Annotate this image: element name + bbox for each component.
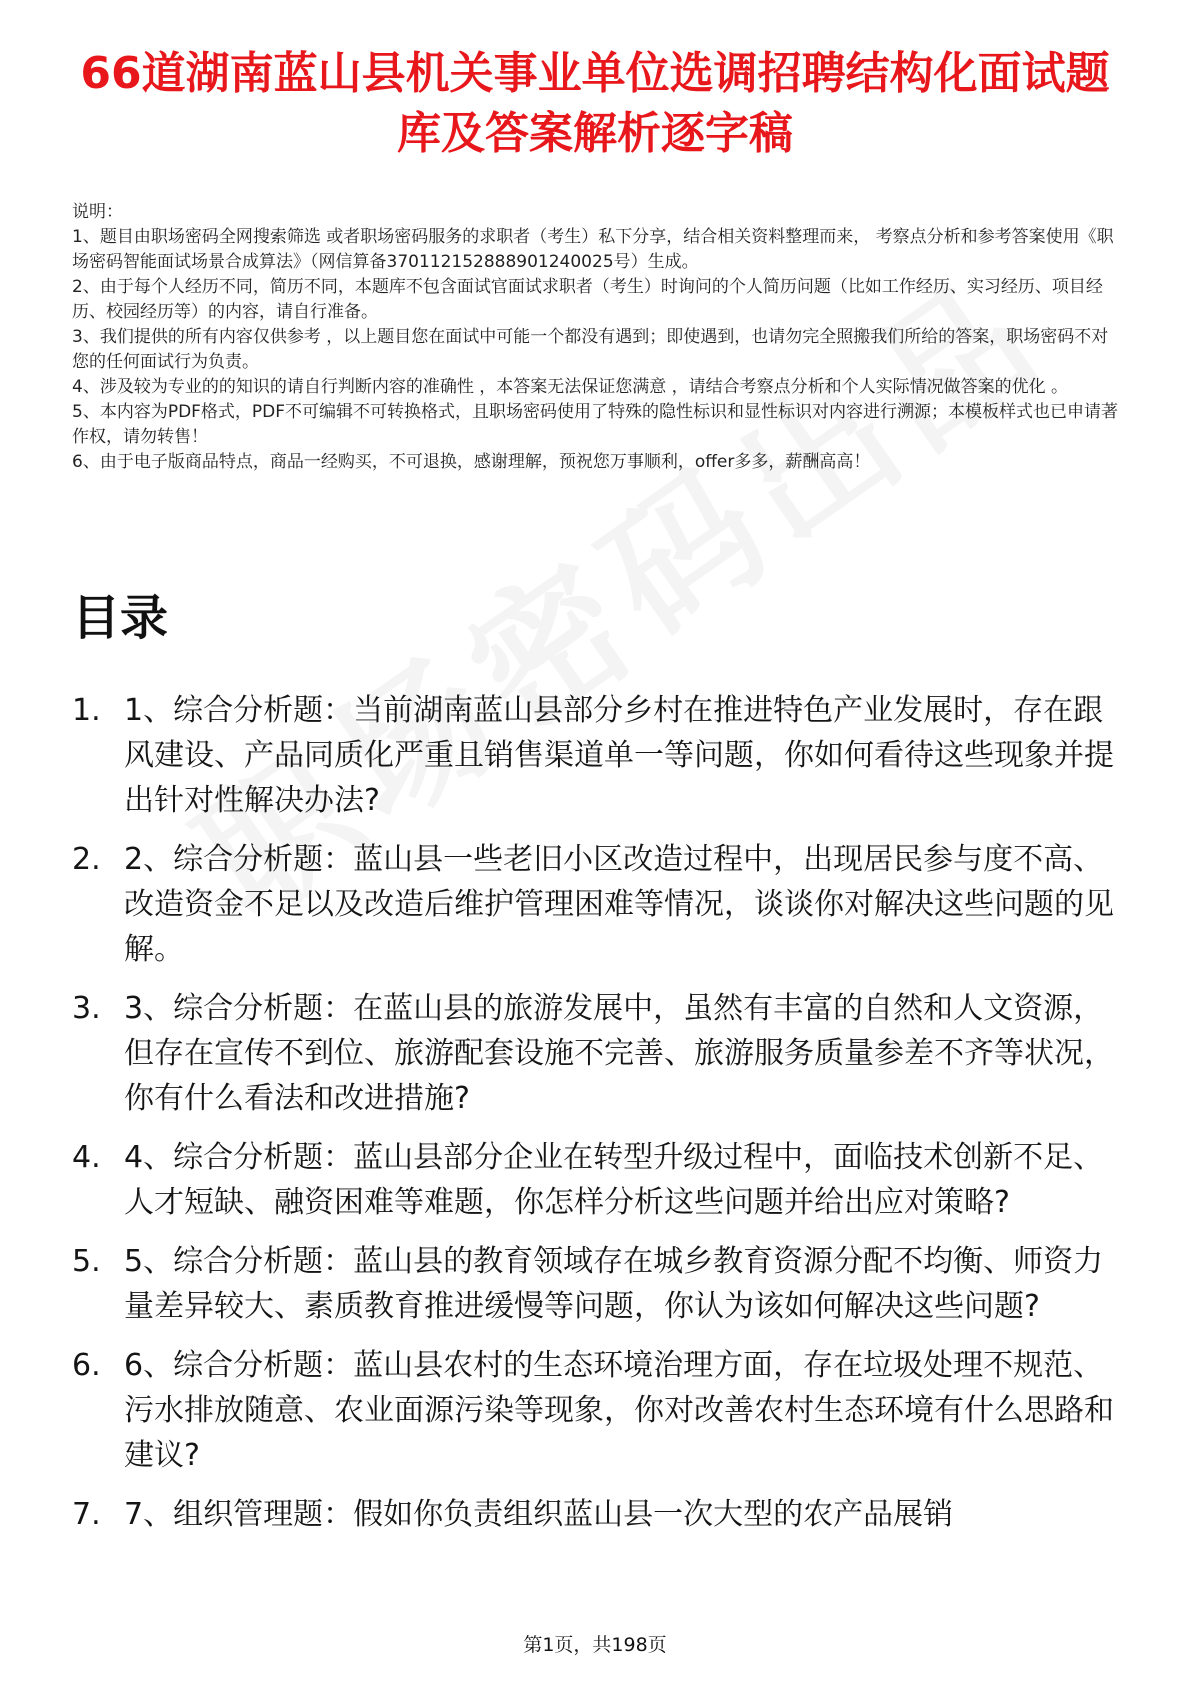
toc-item-number: 2. [72,842,101,877]
toc-item[interactable] [72,837,1132,972]
toc-item-text[interactable]: 3、综合分析题：在蓝山县的旅游发展中，虽然有丰富的自然和人文资源，但存在宣传不到位、旅游配套设施不完善、旅游服务质量参差不齐等状况，你有什么看法和改进措施? [124,991,1114,1116]
toc-item-number: 1. [72,693,101,728]
toc-item-text[interactable]: 1、综合分析题：当前湖南蓝山县部分乡村在推进特色产业发展时，存在跟风建设、产品同质化严重且销售渠道单一等问题，你如何看待这些现象并提出针对性解决办法? [124,693,1114,818]
toc-item[interactable] [72,1239,1132,1329]
toc-item-text[interactable]: 7、组织管理题：假如你负责组织蓝山县一次大型的农产品展销 [124,1497,954,1532]
page-number-footer: 第1页，共198页 [523,1634,667,1656]
toc-item-number: 7. [72,1497,101,1532]
toc-item[interactable] [72,1135,1132,1225]
notes-section [72,200,1122,475]
toc-item[interactable] [72,1492,1132,1537]
toc-item-text[interactable]: 5、综合分析题：蓝山县的教育领域存在城乡教育资源分配不均衡、师资力量差异较大、素质教育推进缓慢等问题，你认为该如何解决这些问题? [124,1244,1104,1324]
document-title: 66道湖南蓝山县机关事业单位选调招聘结构化面试题库及答案解析逐字稿 [80,48,1110,159]
notes-label: 说明： [72,202,123,222]
toc-item-text[interactable]: 4、综合分析题：蓝山县部分企业在转型升级过程中，面临技术创新不足、人才短缺、融资困难等难题，你怎样分析这些问题并给出应对策略? [124,1140,1104,1220]
note-item: 1、题目由职场密码全网搜索筛选 或者职场密码服务的求职者（考生）私下分享，结合相关资料整理而来， 考察点分析和参考答案使用《职场密码智能面试场景合成算法》（网信算备370112152888901240025号）生成。 [72,227,1114,272]
table-of-contents [72,688,1132,1551]
toc-item-number: 6. [72,1348,101,1383]
note-item: 4、涉及较为专业的的知识的请自行判断内容的准确性 ，本答案无法保证您满意 ，请结合考察点分析和个人实际情况做答案的优化 。 [72,377,1069,397]
toc-item-text[interactable]: 2、综合分析题：蓝山县一些老旧小区改造过程中，出现居民参与度不高、改造资金不足以及改造后维护管理困难等情况，谈谈你对解决这些问题的见解。 [124,842,1114,967]
note-item: 3、我们提供的所有内容仅供参考 ，以上题目您在面试中可能一个都没有遇到；即使遇到，也请勿完全照搬我们所给的答案，职场密码不对您的任何面试行为负责。 [72,327,1109,372]
toc-heading: 目录 [72,590,169,646]
toc-item-number: 4. [72,1140,101,1175]
note-item: 6、由于电子版商品特点，商品一经购买，不可退换，感谢理解，预祝您万事顺利，offer多多，薪酬高高！ [72,452,871,472]
toc-item-text[interactable]: 6、综合分析题：蓝山县农村的生态环境治理方面，存在垃圾处理不规范、污水排放随意、农业面源污染等现象，你对改善农村生态环境有什么思路和建议? [124,1348,1114,1473]
toc-item[interactable] [72,1343,1132,1478]
note-item: 2、由于每个人经历不同，简历不同，本题库不包含面试官面试求职者（考生）时询问的个人简历问题（比如工作经历、实习经历、项目经历、校园经历等）的内容，请自行准备。 [72,277,1103,322]
toc-item-number: 3. [72,991,101,1026]
note-item: 5、本内容为PDF格式，PDF不可编辑不可转换格式，且职场密码使用了特殊的隐性标识和显性标识对内容进行溯源；本模板样式也已申请著作权，请勿转售！ [72,402,1119,447]
toc-item-number: 5. [72,1244,101,1279]
toc-item[interactable] [72,986,1132,1121]
toc-item[interactable] [72,688,1132,823]
